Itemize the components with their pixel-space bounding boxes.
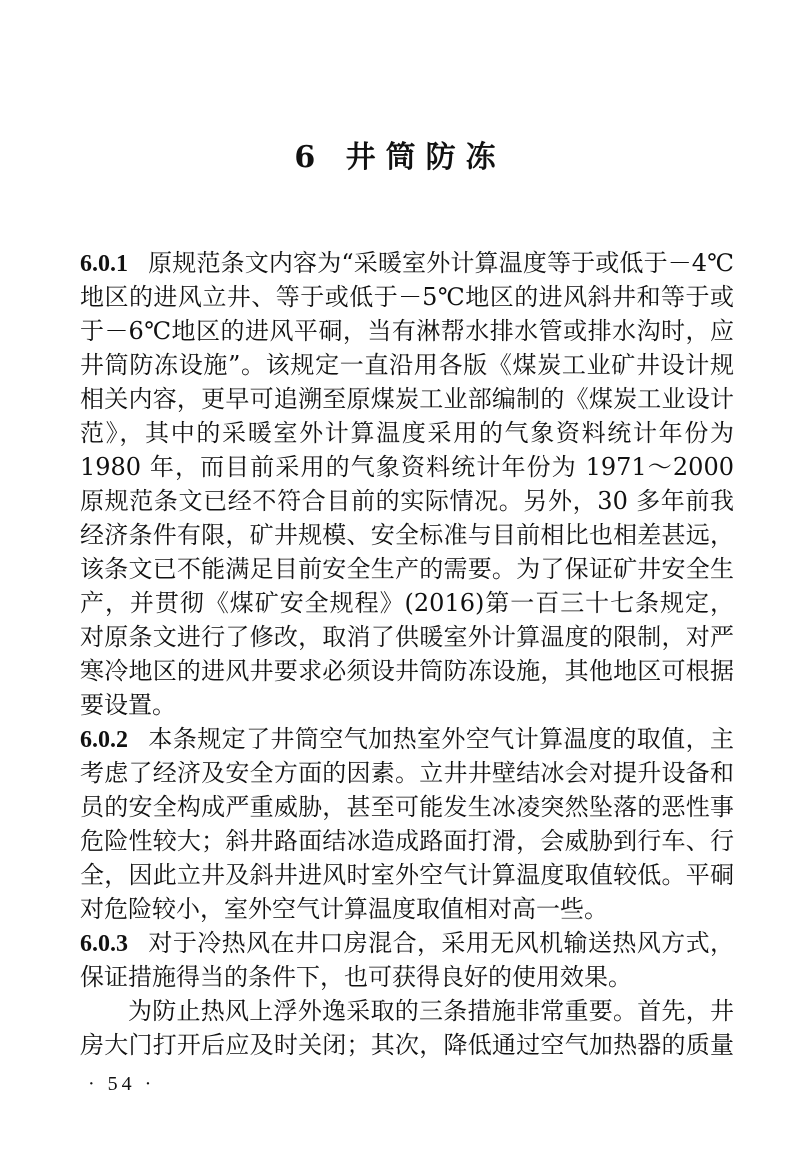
text-line	[80, 722, 734, 756]
text-line	[80, 1028, 734, 1062]
chapter-title: 6 井筒防冻	[294, 140, 506, 175]
clause-number: 6.0.1	[80, 251, 128, 277]
text-line	[80, 994, 734, 1028]
paragraph	[80, 246, 734, 722]
line-text: 危险性较大；斜井路面结冰造成路面打滑，会威胁到行车、行	[80, 827, 734, 855]
line-text: 经济条件有限，矿井规模、安全标准与目前相比也相差甚远，	[80, 521, 734, 549]
text-line	[80, 246, 734, 280]
line-text: 相关内容，更早可追溯至原煤炭工业部编制的《煤炭工业设计	[80, 385, 734, 413]
text-line	[80, 314, 734, 348]
clause-number: 6.0.3	[80, 931, 128, 957]
line-text: 为防止热风上浮外逸采取的三条措施非常重要。首先，井	[128, 997, 734, 1025]
text-line	[80, 892, 734, 926]
line-text: 员的安全构成严重威胁，甚至可能发生冰凌突然坠落的恶性事	[80, 793, 734, 821]
text-line	[80, 280, 734, 314]
line-text: 全，因此立井及斜井进风时室外空气计算温度取值较低。平硐	[80, 861, 734, 889]
document-body	[80, 246, 734, 1062]
text-line	[80, 654, 734, 688]
text-line	[80, 450, 734, 484]
text-line	[80, 620, 734, 654]
text-line	[80, 484, 734, 518]
line-text: 井筒防冻设施”。该规定一直沿用各版《煤炭工业矿井设计规	[80, 351, 734, 379]
line-text: 寒冷地区的进风井要求必须设井筒防冻设施，其他地区可根据	[80, 657, 734, 685]
line-text: 房大门打开后应及时关闭；其次，降低通过空气加热器的质量	[80, 1031, 734, 1059]
text-line	[80, 382, 734, 416]
text-line	[80, 926, 734, 960]
text-line	[80, 416, 734, 450]
paragraph	[80, 722, 734, 926]
line-text: 考虑了经济及安全方面的因素。立井井壁结冰会对提升设备和	[80, 759, 734, 787]
line-text: 保证措施得当的条件下，也可获得良好的使用效果。	[80, 963, 632, 991]
text-line	[80, 688, 734, 722]
line-text: 对危险较小，室外空气计算温度取值相对高一些。	[80, 895, 608, 923]
line-text: 对原条文进行了修改，取消了供暖室外计算温度的限制，对严	[80, 623, 734, 651]
line-text: 对于冷热风在井口房混合，采用无风机输送热风方式，	[148, 929, 734, 957]
text-line	[80, 858, 734, 892]
text-line	[80, 348, 734, 382]
line-text: 要设置。	[80, 691, 176, 719]
line-text: 本条规定了井筒空气加热室外空气计算温度的取值，主	[148, 725, 734, 753]
line-text: 1980 年，而目前采用的气象资料统计年份为 1971～2000	[80, 453, 734, 481]
text-line	[80, 552, 734, 586]
paragraph	[80, 926, 734, 994]
line-text: 产，并贯彻《煤矿安全规程》(2016)第一百三十七条规定，	[80, 589, 734, 617]
paragraph	[80, 994, 734, 1062]
line-text: 原规范条文内容为“采暖室外计算温度等于或低于－4℃	[148, 249, 734, 277]
text-line	[80, 518, 734, 552]
line-text: 于－6℃地区的进风平硐，当有淋帮水排水管或排水沟时，应	[80, 317, 734, 345]
line-text: 范》，其中的采暖室外计算温度采用的气象资料统计年份为	[80, 419, 734, 447]
page-number: · 54 ·	[88, 1073, 156, 1095]
text-line	[80, 790, 734, 824]
line-text: 原规范条文已经不符合目前的实际情况。另外，30 多年前我	[80, 487, 734, 515]
line-text: 地区的进风立井、等于或低于－5℃地区的进风斜井和等于或	[80, 283, 734, 311]
text-line	[80, 756, 734, 790]
text-line	[80, 586, 734, 620]
text-line	[80, 960, 734, 994]
text-line	[80, 824, 734, 858]
line-text: 该条文已不能满足目前安全生产的需要。为了保证矿井安全生	[80, 555, 734, 583]
clause-number: 6.0.2	[80, 727, 128, 753]
